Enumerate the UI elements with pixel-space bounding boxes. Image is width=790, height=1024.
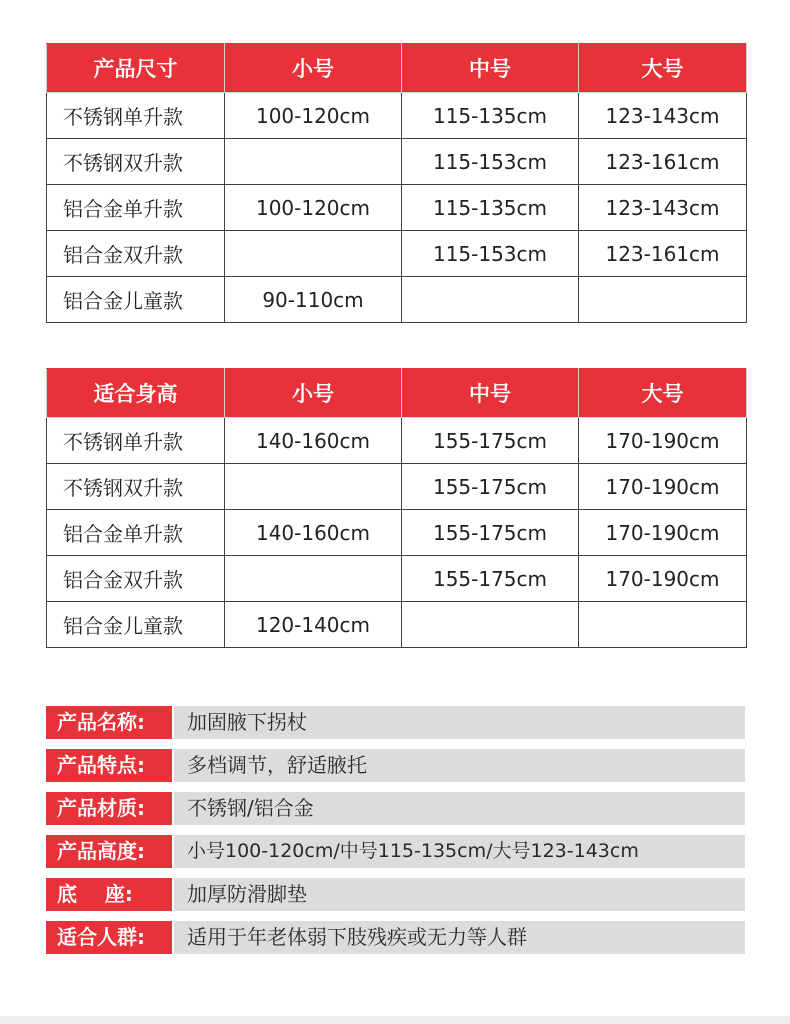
suitable-height-table	[46, 368, 747, 648]
model-name: 铝合金双升款	[47, 556, 225, 602]
info-key: 产品材质:	[46, 792, 172, 825]
model-name: 铝合金儿童款	[47, 277, 225, 323]
size-medium	[402, 277, 579, 323]
info-row-features	[46, 749, 745, 782]
table-header-row	[47, 44, 747, 93]
height-small: 140-160cm	[225, 418, 402, 464]
info-key: 产品特点:	[46, 749, 172, 782]
table-header-row	[47, 369, 747, 418]
info-row-height	[46, 835, 745, 868]
size-large: 123-143cm	[579, 185, 747, 231]
size-medium: 115-153cm	[402, 231, 579, 277]
size-small: 90-110cm	[225, 277, 402, 323]
size-medium: 115-135cm	[402, 185, 579, 231]
info-row-product-name	[46, 706, 745, 739]
info-value: 加厚防滑脚垫	[174, 878, 745, 911]
header-suitable-height: 适合身高	[47, 369, 225, 418]
header-small: 小号	[225, 369, 402, 418]
table-row	[47, 418, 747, 464]
size-large: 123-143cm	[579, 93, 747, 139]
model-name: 铝合金单升款	[47, 185, 225, 231]
table-row	[47, 602, 747, 648]
header-small: 小号	[225, 44, 402, 93]
model-name: 铝合金双升款	[47, 231, 225, 277]
height-large: 170-190cm	[579, 418, 747, 464]
info-key: 适合人群:	[46, 921, 172, 954]
table-row	[47, 464, 747, 510]
height-large: 170-190cm	[579, 556, 747, 602]
info-value: 适用于年老体弱下肢残疾或无力等人群	[174, 921, 745, 954]
height-small: 140-160cm	[225, 510, 402, 556]
info-value: 不锈钢/铝合金	[174, 792, 745, 825]
size-small: 100-120cm	[225, 185, 402, 231]
table-row	[47, 556, 747, 602]
header-large: 大号	[579, 44, 747, 93]
table-row	[47, 93, 747, 139]
size-medium: 115-153cm	[402, 139, 579, 185]
model-name: 铝合金儿童款	[47, 602, 225, 648]
size-large: 123-161cm	[579, 231, 747, 277]
height-medium: 155-175cm	[402, 556, 579, 602]
size-medium: 115-135cm	[402, 93, 579, 139]
info-row-target-users	[46, 921, 745, 954]
info-value: 多档调节，舒适腋托	[174, 749, 745, 782]
table-row	[47, 231, 747, 277]
table-row	[47, 139, 747, 185]
info-value: 小号100-120cm/中号115-135cm/大号123-143cm	[174, 835, 745, 868]
size-small: 100-120cm	[225, 93, 402, 139]
model-name: 不锈钢双升款	[47, 464, 225, 510]
height-small	[225, 556, 402, 602]
model-name: 不锈钢单升款	[47, 93, 225, 139]
info-key: 产品高度:	[46, 835, 172, 868]
model-name: 不锈钢单升款	[47, 418, 225, 464]
model-name: 铝合金单升款	[47, 510, 225, 556]
info-key: 底 座:	[46, 878, 172, 911]
info-row-material	[46, 792, 745, 825]
size-large	[579, 277, 747, 323]
table-row	[47, 510, 747, 556]
header-large: 大号	[579, 369, 747, 418]
product-size-table	[46, 43, 747, 323]
header-product-size: 产品尺寸	[47, 44, 225, 93]
table-row	[47, 185, 747, 231]
header-medium: 中号	[402, 44, 579, 93]
info-row-base	[46, 878, 745, 911]
size-large: 123-161cm	[579, 139, 747, 185]
height-large	[579, 602, 747, 648]
model-name: 不锈钢双升款	[47, 139, 225, 185]
height-medium: 155-175cm	[402, 418, 579, 464]
height-small	[225, 464, 402, 510]
height-medium: 155-175cm	[402, 510, 579, 556]
product-info-list	[46, 706, 745, 964]
table-row	[47, 277, 747, 323]
header-medium: 中号	[402, 369, 579, 418]
height-small: 120-140cm	[225, 602, 402, 648]
size-small	[225, 231, 402, 277]
height-medium: 155-175cm	[402, 464, 579, 510]
bottom-divider	[0, 1016, 790, 1024]
height-medium	[402, 602, 579, 648]
info-value: 加固腋下拐杖	[174, 706, 745, 739]
info-key: 产品名称:	[46, 706, 172, 739]
height-large: 170-190cm	[579, 510, 747, 556]
size-small	[225, 139, 402, 185]
height-large: 170-190cm	[579, 464, 747, 510]
